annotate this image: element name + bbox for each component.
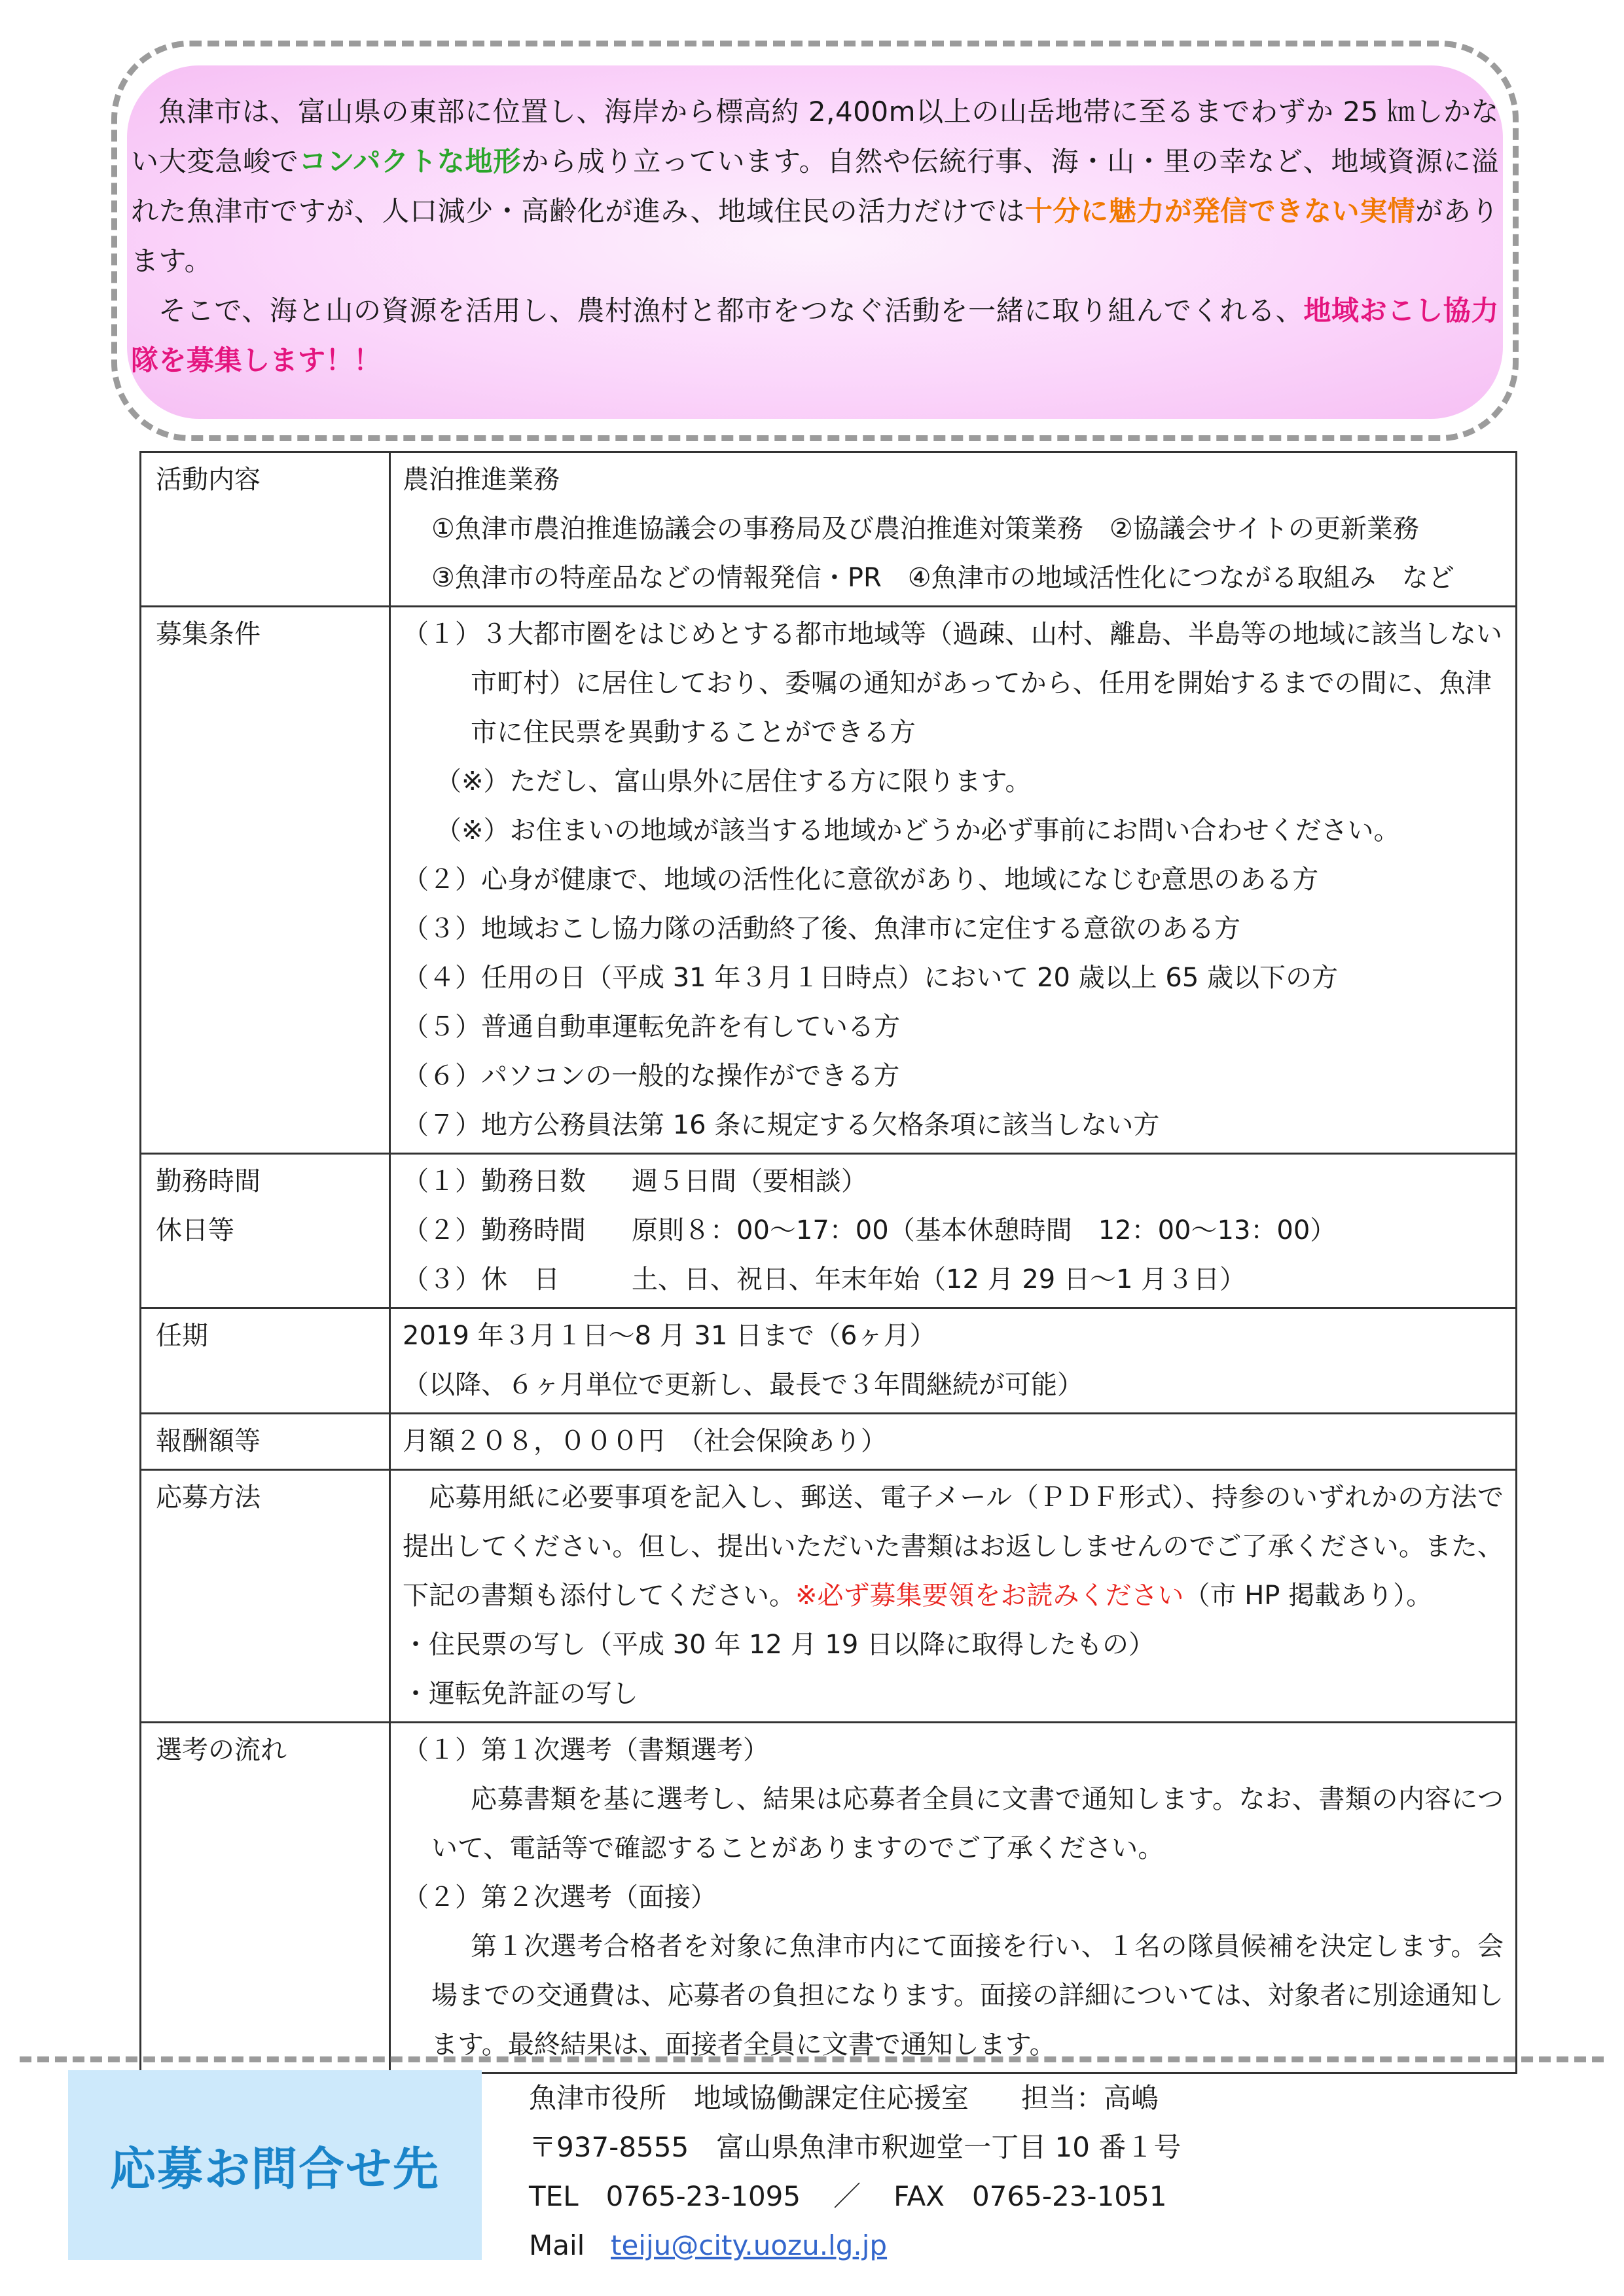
table-row-apply [141,1470,1517,1723]
contact-fax: FAX 0765-23-1051 [893,2180,1167,2212]
value-term [390,1308,1517,1414]
label-hours [141,1154,390,1308]
condition-2: （２）心身が健康で、地域の活性化に意欲があり、地域になじむ意思のある方 [403,865,1319,895]
apply-bullet-1: ・住民票の写し（平成 30 年 12 月 19 日以降に取得したもの） [403,1630,1155,1660]
intro-paragraph-1: 魚津市は、富山県の東部に位置し、海岸から標高約 2,400m以上の山岳地帯に至るまでわずか 25 ㎞しかない大変急峻でコンパクトな地形から成り立っています。自然や伝統行事、海・山・里の幸など、地域資源に溢れた魚津市ですが、人口減少・高齢化が進み、地域住民の活力だけでは十分に魅力が発信できない実情があります。 [131,96,1499,277]
selection-step-2-text: 第１次選考合格者を対象に魚津市内にて面接を行い、１名の隊員候補を決定します。会場までの交通費は、応募者の負担になります。面接の詳細については、対象者に別途通知します。最終結果は、面接者全員に文書で通知します。 [431,1931,1504,2060]
hours-row-days: （１）勤務日数 週５日間（要相談） [403,1166,867,1196]
recruitment-info-table [139,451,1517,2074]
label-apply: 応募方法 [141,1470,390,1723]
apply-notice: ※必ず募集要領をお読みください [795,1581,1184,1611]
contact-title-box [68,2070,482,2260]
contact-title: 応募お問合せ先 [110,2142,440,2196]
selection-step-1-text: 応募書類を基に選考し、結果は応募者全員に文書で通知します。なお、書類の内容について、電話等で確認することがありますのでご了承ください。 [431,1784,1504,1863]
label-selection: 選考の流れ [141,1723,390,2073]
selection-step-1-title: （１）第１次選考（書類選考） [403,1735,769,1765]
label-activity: 活動内容 [141,452,390,607]
condition-note-1: （※）ただし、富山県外に居住する方に限ります。 [435,766,1032,797]
contact-tel: TEL 0765-23-1095 [529,2180,801,2212]
value-conditions [390,607,1517,1154]
label-conditions: 募集条件 [141,607,390,1154]
intro-paragraph-2: そこで、海と山の資源を活用し、農村漁村と都市をつなぐ活動を一緒に取り組んでくれる、地域おこし協力隊を募集します！！ [131,295,1499,376]
table-row-hours [141,1154,1517,1308]
table-row-term [141,1308,1517,1414]
hours-row-time: （２）勤務時間 原則８：00～17：00（基本休憩時間 12：00～13：00） [403,1215,1337,1246]
contact-phone-row [529,2172,1181,2221]
term-line-1: 2019 年３月１日～8 月 31 日まで（6ヶ月） [403,1321,936,1351]
table-row-selection [141,1723,1517,2073]
apply-text: 応募用紙に必要事項を記入し、郵送、電子メール（ＰＤＦ形式）、持参のいずれかの方法で提出してください。但し、提出いただいた書類はお返ししませんのでご了承ください。また、下記の書類も添付してください。※必ず募集要領をお読みください（市 HP 掲載あり）。 [403,1482,1504,1611]
highlight-compact-terrain: コンパクトな地形 [298,145,522,177]
condition-1: （１）３大都市圏をはじめとする都市地域等（過疎、山村、離島、半島等の地域に該当しない市町村）に居住しており、委嘱の通知があってから、任用を開始するまでの間に、魚津市に住民票を異動することができる方 [403,619,1502,747]
term-line-2: （以降、６ヶ月単位で更新し、最長で３年間継続が可能） [403,1370,1083,1400]
value-apply [390,1470,1517,1723]
contact-info [529,2073,1181,2270]
condition-3: （３）地域おこし協力隊の活動終了後、魚津市に定住する意欲のある方 [403,914,1240,944]
contact-person: 担当：高嶋 [1021,2082,1159,2114]
mail-link[interactable]: teiju@city.uozu.lg.jp [611,2229,888,2261]
value-activity [390,452,1517,607]
value-hours [390,1154,1517,1308]
label-term: 任期 [141,1308,390,1414]
activity-line-2: ③魚津市の特産品などの情報発信・PR ④魚津市の地域活性化につながる取組み など [431,563,1454,593]
table-row-conditions [141,607,1517,1154]
table-row-pay [141,1414,1517,1470]
apply-bullet-2: ・運転免許証の写し [403,1679,638,1709]
activity-title: 農泊推進業務 [403,465,560,495]
condition-4: （４）任用の日（平成 31 年３月１日時点）において 20 歳以上 65 歳以下の方 [403,963,1338,993]
highlight-appeal-issue: 十分に魅力が発信できない実情 [1024,195,1416,227]
activity-line-1: ①魚津市農泊推進協議会の事務局及び農泊推進対策業務 ②協議会サイトの更新業務 [431,514,1419,544]
contact-mail-row [529,2221,1181,2270]
value-pay: 月額２０８，０００円 （社会保険あり） [390,1414,1517,1470]
condition-7: （７）地方公務員法第 16 条に規定する欠格条項に該当しない方 [403,1110,1160,1140]
label-hours-line-1: 勤務時間 [156,1166,261,1196]
condition-note-2: （※）お住まいの地域が該当する地域かどうか必ず事前にお問い合わせください。 [435,816,1400,846]
highlight-recruitment: 地域おこし協力隊を募集します！！ [131,295,1499,376]
label-hours-line-2: 休日等 [156,1215,234,1246]
contact-office: 魚津市役所 地域協働課定住応援室 [529,2082,969,2114]
value-selection [390,1723,1517,2073]
mail-label: Mail [529,2229,585,2261]
contact-separator: ／ [833,2180,861,2212]
table-row-activity [141,452,1517,607]
condition-5: （５）普通自動車運転免許を有している方 [403,1012,900,1042]
intro-text [131,87,1499,386]
hours-row-holidays: （３）休 日 土、日、祝日、年末年始（12 月 29 日～1 月３日） [403,1265,1246,1295]
selection-step-2-title: （２）第２次選考（面接） [403,1882,717,1912]
footer-divider [20,2056,1604,2062]
condition-6: （６）パソコンの一般的な操作ができる方 [403,1061,900,1091]
contact-address: 〒937-8555 富山県魚津市釈迦堂一丁目 10 番１号 [529,2131,1182,2163]
contact-office-row [529,2073,1181,2123]
label-pay: 報酬額等 [141,1414,390,1470]
